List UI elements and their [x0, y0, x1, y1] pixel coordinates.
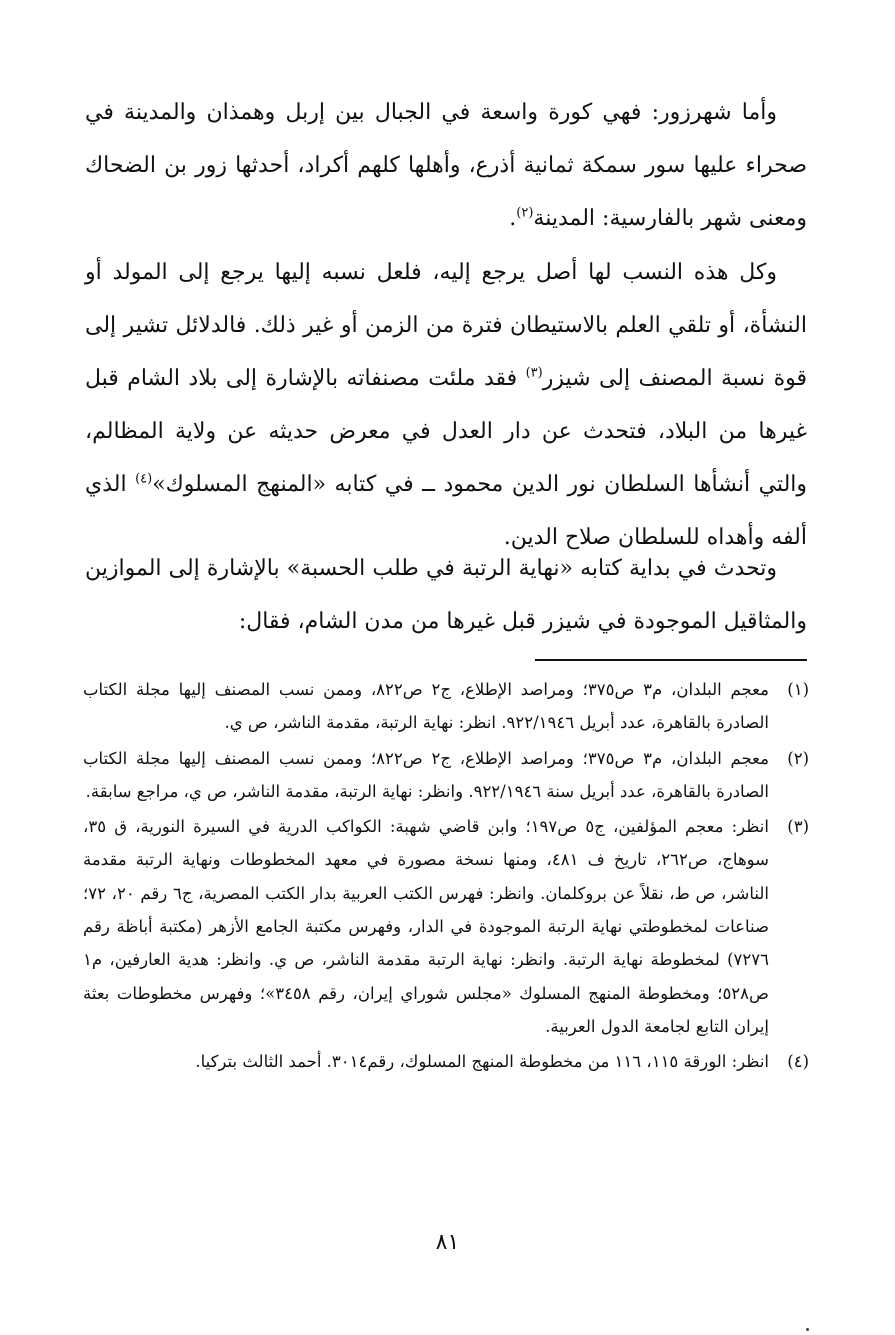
paragraph-punctuation: . [509, 206, 517, 231]
footnote-reference: (٣) [525, 365, 543, 381]
footnote-number: (٣) [787, 817, 809, 837]
paragraph-weights [85, 542, 807, 648]
paragraph-lineage [85, 246, 807, 564]
footnote-reference: (٤) [135, 471, 153, 487]
footnote-separator [535, 659, 807, 661]
footnote-text: معجم البلدان، م٣ ص٣٧٥؛ ومراصد الإطلاع، ج٢ ص٨٢٢؛ وممن نسب المصنف إليها مجلة الكتاب الصادرة بالقاهرة، عدد أبريل سنة ٩٢٢/١٩٤٦. وانظر: نهاية الرتبة، مقدمة الناشر، ص ي، مراجع سابقة. [83, 748, 769, 801]
footnote-text: انظر: الورقة ١١٥، ١١٦ من مخطوطة المنهج المسلوك، رقم٣٠١٤. أحمد الثالث بتركيا. [195, 1052, 769, 1072]
footnote-text: انظر: معجم المؤلفين، ج٥ ص١٩٧؛ وابن قاضي شهبة: الكواكب الدرية في السيرة النورية، ق ٣٥، سوهاج، ص٢٦٢، تاريخ ف ٤٨١، ومنها نسخة مصورة في معهد المخطوطات ونهاية الرتبة مقدمة الناشر، ص ط، نقلاً عن بروكلمان. وانظر: فهرس الكتب العربية بدار الكتب المصرية، ج٦ رقم ٢٠، ٧٢؛ صناعات لمخطوطتي نهاية الرتبة الموجودة في الدار، وفهرس مكتبة الجامع الأزهر (مكتبة أباظة رقم ٧٢٧٦) لمخطوطة نهاية الرتبة. وانظر: نهاية الرتبة مقدمة الناشر، ص ي. وانظر: هدية العارفين، م١ ص٥٢٨؛ ومخطوطة المنهج المسلوك «مجلس شوراي إيران، رقم ٣٤٥٨»؛ وفهرس مخطوطات بعثة إيران التابع لجامعة الدول العربية. [83, 817, 770, 1036]
paragraph-text: وكل هذه النسب لها أصل يرجع إليه، فلعل نسبه إليها يرجع إلى المولد أو النشأة، أو تلقي العلم بالاستيطان فترة من الزمن أو غير ذلك. فالدلائل تشير إلى قوة نسبة المصنف إلى شيزر [85, 260, 808, 391]
scan-speck [806, 1328, 809, 1331]
footnote-2 [83, 742, 809, 809]
footnote-number: (٢) [787, 748, 809, 768]
paragraph-text: فقد ملئت مصنفاته بالإشارة إلى بلاد الشام قبل غيرها من البلاد، فتحدث عن دار العدل في معرض حديثه عن ولاية المظالم، والتي أنشأها السلطان نور الدين محمود ــ في كتابه «المنهج المسلوك» [85, 366, 808, 497]
footnote-4 [83, 1045, 809, 1078]
footnote-3 [83, 810, 809, 1043]
paragraph-text: الذي ألفه وأهداه للسلطان صلاح الدين. [85, 472, 807, 550]
paragraph-text: وتحدث في بداية كتابه «نهاية الرتبة في طلب الحسبة» بالإشارة إلى الموازين والمثاقيل الموجودة في شيزر قبل غيرها من مدن الشام، فقال: [85, 556, 807, 634]
paragraph-text: وأما شهرزور: فهي كورة واسعة في الجبال بين إربل وهمذان والمدينة في صحراء عليها سور سمكة ثمانية أذرع، وأهلها كلهم أكراد، أحدثها زور بن الضحاك ومعنى شهر بالفارسية: المدينة [85, 100, 807, 231]
footnote-1 [83, 673, 809, 740]
page-number: ٨١ [435, 1230, 460, 1255]
paragraph-shahrazur [85, 86, 807, 245]
footnotes-list [83, 673, 809, 1079]
footnote-number: (١) [787, 680, 809, 699]
footnote-text: معجم البلدان، م٣ ص٣٧٥؛ ومراصد الإطلاع، ج٢ ص٨٢٢، وممن نسب المصنف إليها مجلة الكتاب الصادرة بالقاهرة، عدد أبريل ٩٢٢/١٩٤٦. انظر: نهاية الرتبة، مقدمة الناشر، ص ي. [83, 680, 769, 733]
footnote-reference: (٢) [516, 205, 534, 221]
footnote-number: (٤) [787, 1052, 809, 1072]
